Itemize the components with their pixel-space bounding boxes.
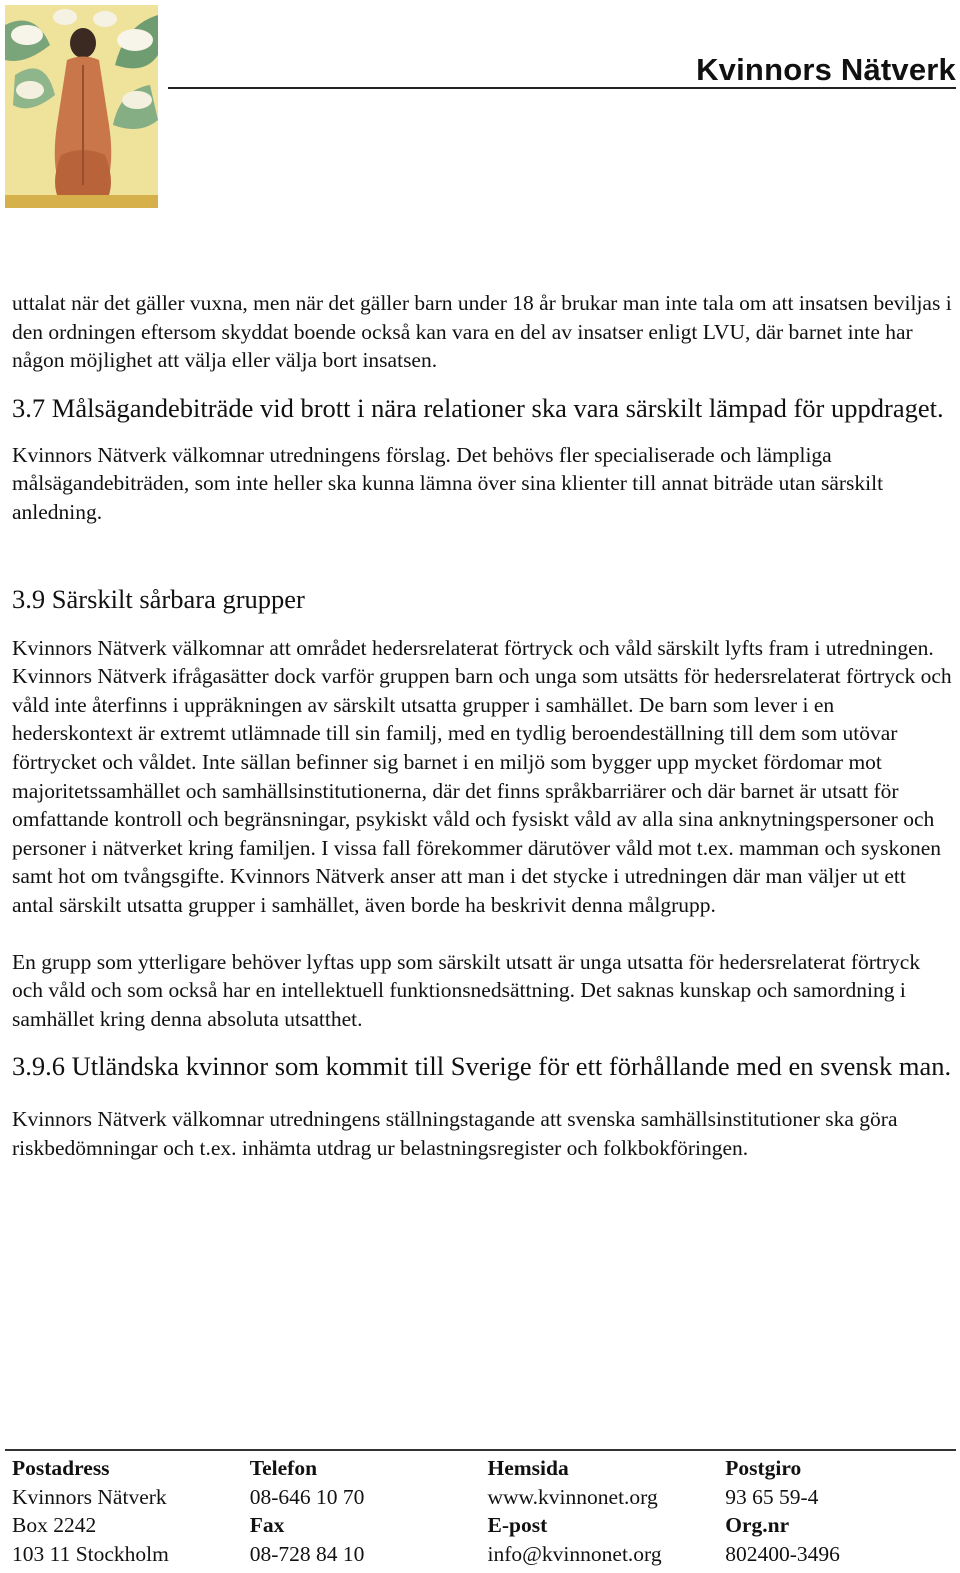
footer-hemsida	[481, 1454, 719, 1568]
paragraph-2: Kvinnors Nätverk välkomnar utredningens förslag. Det behövs fler specialiserade och lämpliga målsägandebiträden, som inte heller ska kunna lämna över sina klienter till annat biträde utan särskilt anledning.	[12, 442, 884, 524]
footer-postgiro	[718, 1454, 956, 1568]
footer	[5, 1449, 956, 1568]
paragraph-4: En grupp som ytterligare behöver lyftas upp som särskilt utsatt är unga utsatta för hedersrelaterat förtryck och våld och som också har en intellektuell funktionsnedsättning. Det saknas kunskap och samordning i samhället kring denna absoluta utsatthet.	[12, 949, 921, 1031]
postadress-line2: Box 2242	[12, 1513, 97, 1538]
orgnr-value: 802400-3496	[725, 1541, 840, 1566]
epost-link[interactable]: info@kvinnonet.org	[487, 1541, 662, 1566]
postgiro-label: Postgiro	[725, 1456, 802, 1480]
epost-label: E-post	[487, 1513, 548, 1538]
telefon-label: Telefon	[249, 1456, 318, 1480]
footer-telefon	[243, 1454, 481, 1568]
brand-title: Kvinnors Nätverk	[696, 52, 956, 87]
orgnr-label: Org.nr	[725, 1513, 790, 1538]
paragraph-1: uttalat när det gäller vuxna, men när det gäller barn under 18 år brukar man inte tala om att insatsen beviljas i den ordningen eftersom skyddat boende också kan vara en del av insatser enligt LVU, där barnet inte har någon möjlighet att välja eller välja bort insatsen.	[12, 291, 952, 373]
hemsida-link[interactable]: www.kvinnonet.org	[487, 1484, 658, 1509]
document-body	[12, 289, 952, 1162]
hemsida-label: Hemsida	[487, 1456, 569, 1480]
paragraph-3: Kvinnors Nätverk välkomnar att området hedersrelaterat förtryck och våld särskilt lyfts fram i utredningen. Kvinnors Nätverk ifrågasätter dock varför gruppen barn och unga som utsätts för hedersrelaterat förtryck och våld inte återfinns i uppräkningen av särskilt utsatta grupper i samhället. De barn som lever i en hederskontext är extremt utlämnade till sin familj, med en tydlig beroendeställning till dem som utövar förtrycket och våldet. Inte sällan befinner sig barnet i en miljö som bygger upp mycket fördomar mot majoritetssamhället och samhällsinstitutionerna, där det finns språkbarriärer och där barnet är utsatt för omfattande kontroll och begränsningar, psykiskt våld och fysiskt våld av alla sina anknytningspersoner och personer i nätverket kring familjen. I vissa fall förekommer därutöver våld mot t.ex. mamman och syskonen samt hot om tvångsgifte. Kvinnors Nätverk anser att man i det stycke i utredningen där man väljer ut ett antal särskilt utsatta grupper i samhället, även borde ha beskrivit denna målgrupp.	[12, 635, 952, 917]
logo-image	[5, 5, 158, 208]
postadress-line1: Kvinnors Nätverk	[12, 1484, 167, 1509]
paragraph-5: Kvinnors Nätverk välkomnar utredningens ställningstagande att svenska samhällsinstitutioner ska göra riskbedömningar och t.ex. inhämta utdrag ur belastningsregister och folkbokföringen.	[12, 1107, 898, 1160]
postadress-line3: 103 11 Stockholm	[12, 1541, 169, 1566]
heading-3-9-6: 3.9.6 Utländska kvinnor som kommit till Sverige för ett förhållande med en svensk man.	[12, 1051, 952, 1082]
footer-postadress	[5, 1454, 243, 1568]
fax-label: Fax	[249, 1513, 285, 1538]
heading-3-9: 3.9 Särskilt sårbara grupper	[12, 583, 305, 614]
telefon-value: 08-646 10 70	[249, 1484, 365, 1509]
postgiro-value: 93 65 59-4	[725, 1484, 819, 1509]
postadress-label: Postadress	[12, 1456, 110, 1480]
fax-value: 08-728 84 10	[249, 1541, 365, 1566]
heading-3-7: 3.7 Målsägandebiträde vid brott i nära relationer ska vara särskilt lämpad för uppdraget.	[12, 392, 944, 423]
